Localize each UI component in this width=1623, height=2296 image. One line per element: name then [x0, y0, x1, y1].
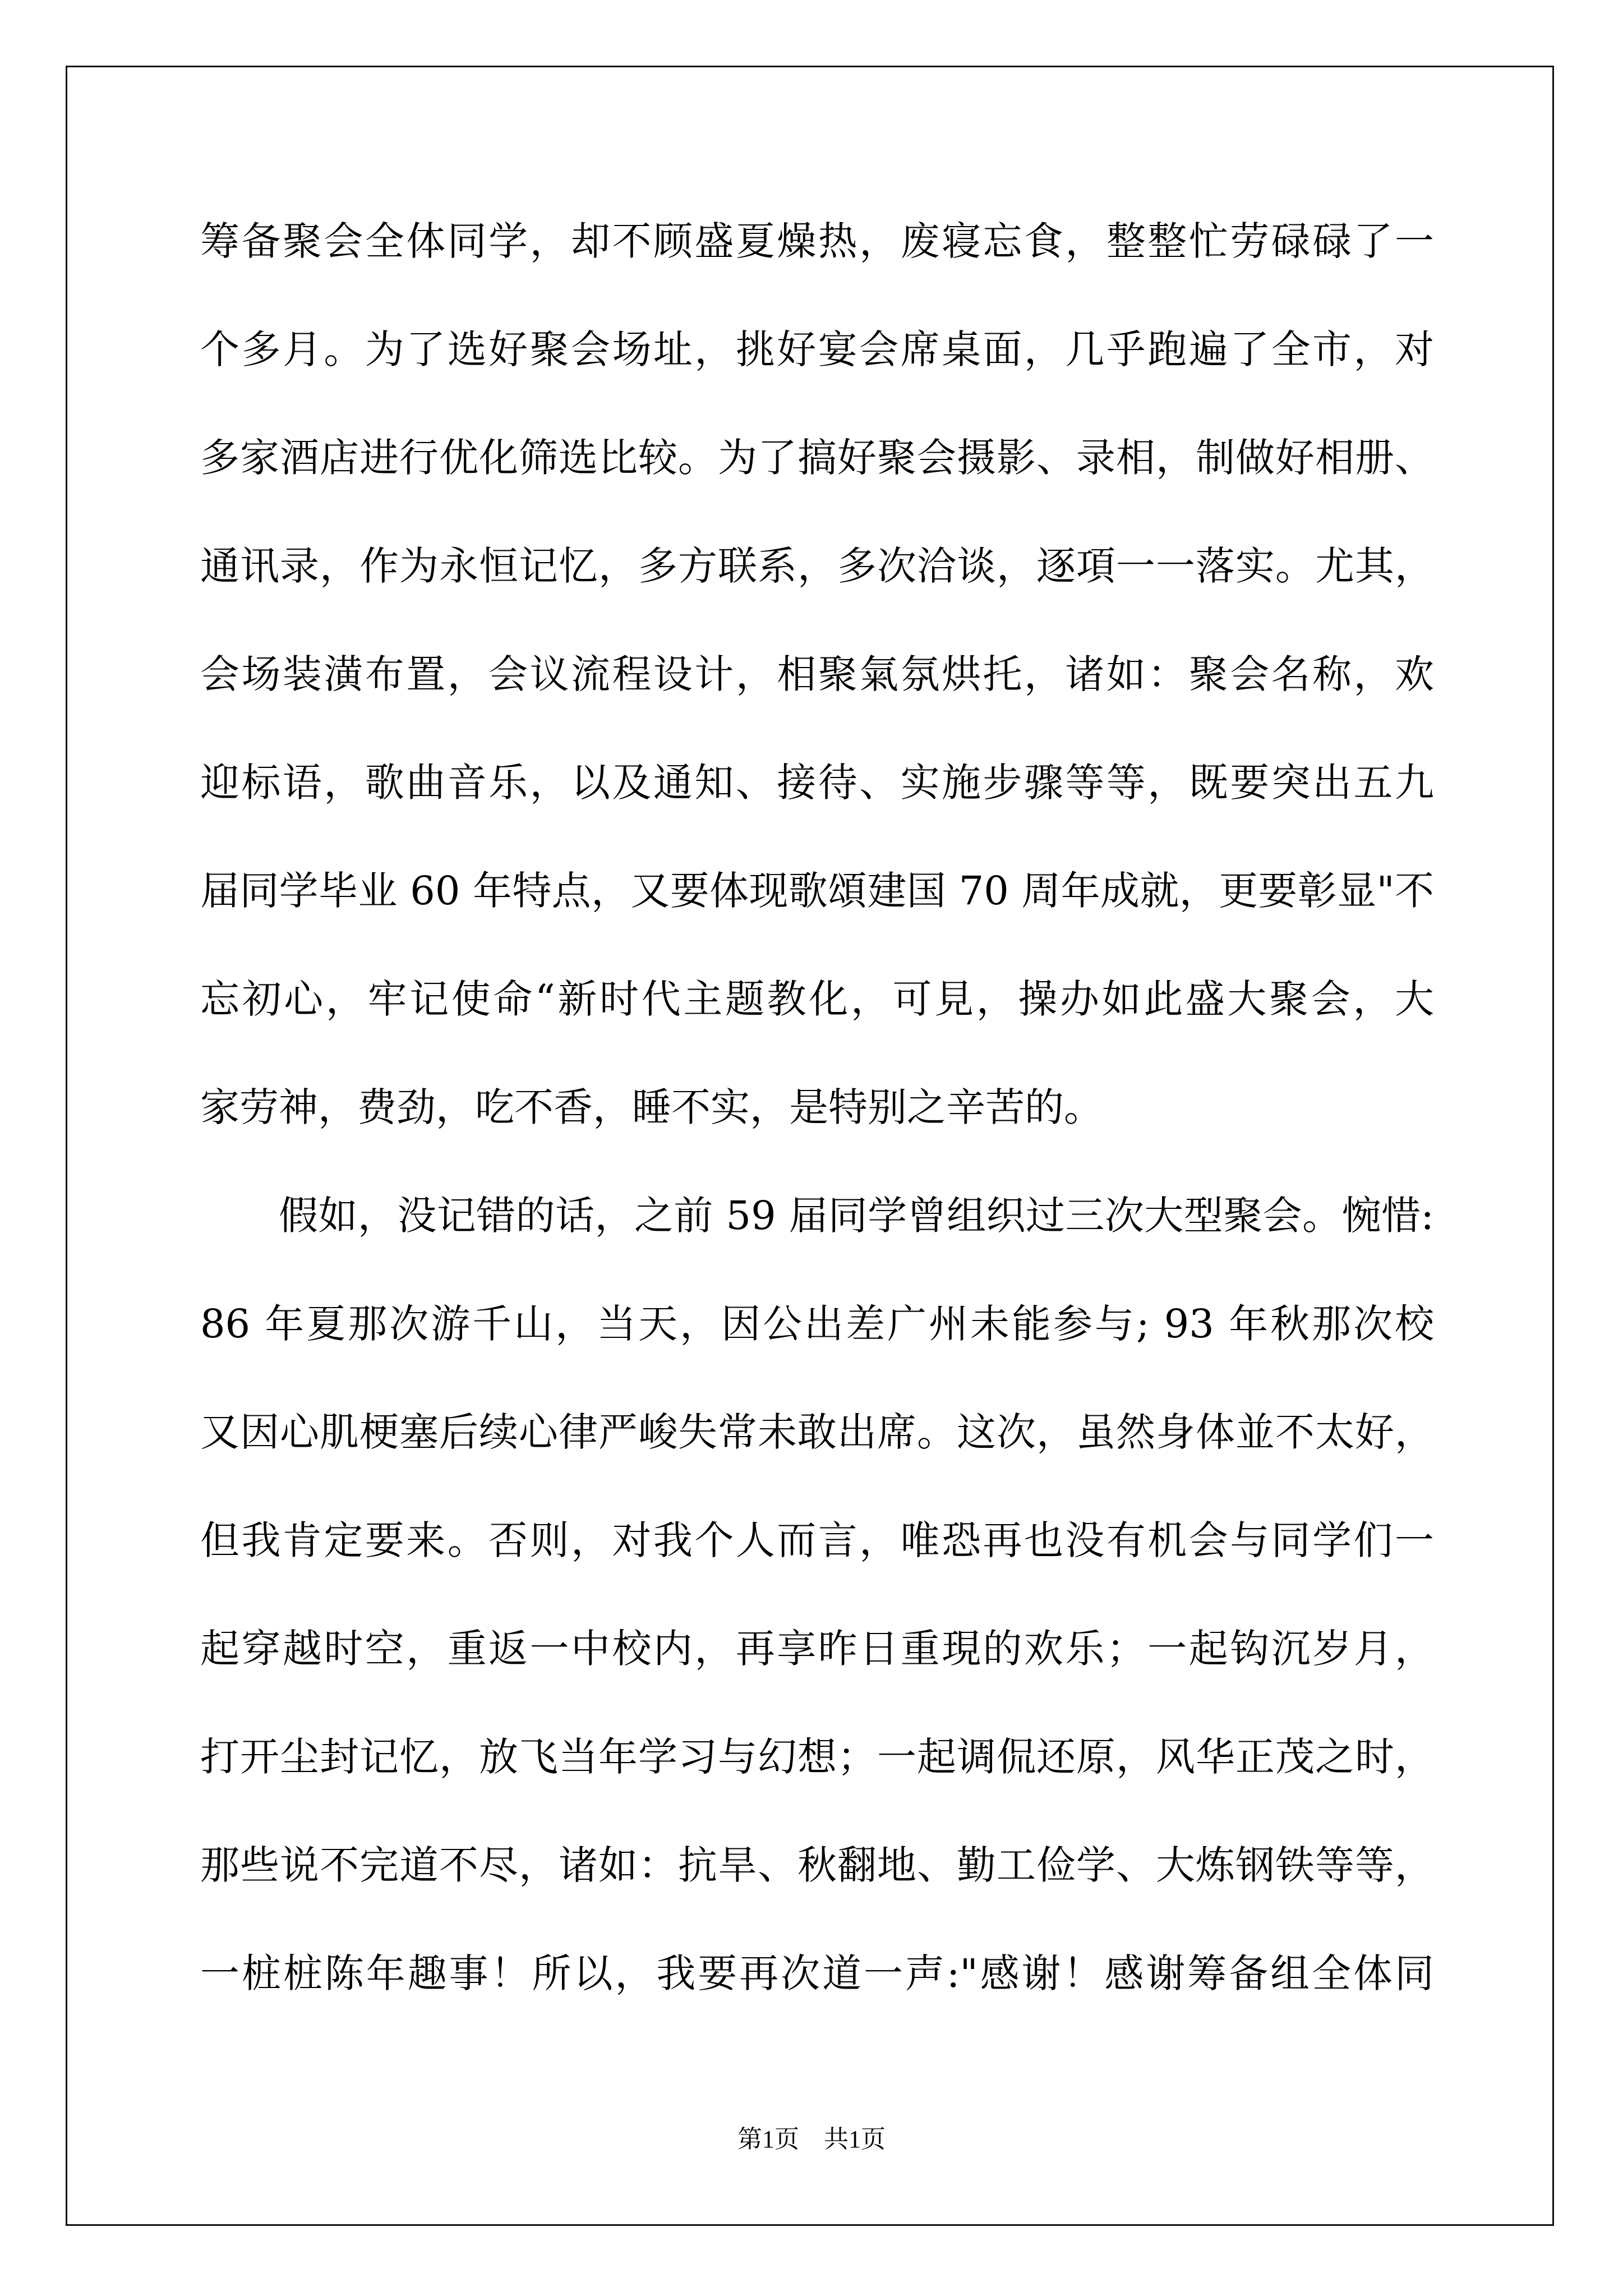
text-line: 又因心肌梗塞后续心律严峻失常未敢出席。这次，虽然身体並不太好，	[200, 1409, 1434, 1455]
paragraph-1	[200, 187, 1434, 1162]
document-body	[200, 187, 1434, 2028]
text-line: 打开尘封记忆，放飞当年学习与幻想；一起调侃还原，风华正茂之时，	[200, 1734, 1434, 1780]
text-line: 假如，没记错的话，之前 59 届同学曾组织过三次大型聚会。惋惜:	[279, 1193, 1434, 1239]
text-line: 迎标语，歌曲音乐，以及通知、接待、实施步骤等等，既要突出五九	[200, 760, 1434, 806]
text-line: 筹备聚会全体同学，却不顾盛夏燥热，废寝忘食，整整忙劳碌碌了一	[200, 218, 1434, 264]
text-line: 家劳神，费劲，吃不香，睡不实，是特别之辛苦的。	[200, 1084, 1103, 1130]
text-line: 通讯录，作为永恒记忆，多方联系，多次洽谈，逐項一一落实。尤其，	[200, 543, 1434, 589]
page-footer: 第1页 共1页	[737, 2125, 886, 2153]
text-line: 一桩桩陈年趣事！所以，我要再次道一声:"感谢！感谢筹备组全体同	[200, 1950, 1434, 1996]
text-line: 起穿越时空，重返一中校内，再享昨日重現的欢乐；一起钩沉岁月，	[200, 1626, 1434, 1672]
text-line: 多家酒店进行优化筛选比较。为了搞好聚会摄影、录相，制做好相册、	[200, 435, 1434, 481]
text-line: 忘初心，牢记使命“新时代主题教化，可見，操办如此盛大聚会，大	[200, 976, 1434, 1022]
text-line: 届同学毕业 60 年特点，又要体现歌頌建国 70 周年成就，更要彰显"不	[200, 868, 1434, 914]
text-line: 那些说不完道不尽，诸如：抗旱、秋翻地、勤工俭学、大炼钢铁等等，	[200, 1842, 1434, 1888]
text-line: 86 年夏那次游千山，当天，因公出差广州未能参与; 93 年秋那次校	[200, 1301, 1434, 1347]
text-line: 会场装潢布置，会议流程设计，相聚氣氛烘托，诸如：聚会名称，欢	[200, 651, 1434, 697]
paragraph-2	[200, 1162, 1434, 2028]
text-line: 个多月。为了选好聚会场址，挑好宴会席桌面，几乎跑遍了全市，对	[200, 326, 1434, 372]
text-line: 但我肯定要来。否则，对我个人而言，唯恐再也没有机会与同学们一	[200, 1517, 1434, 1563]
